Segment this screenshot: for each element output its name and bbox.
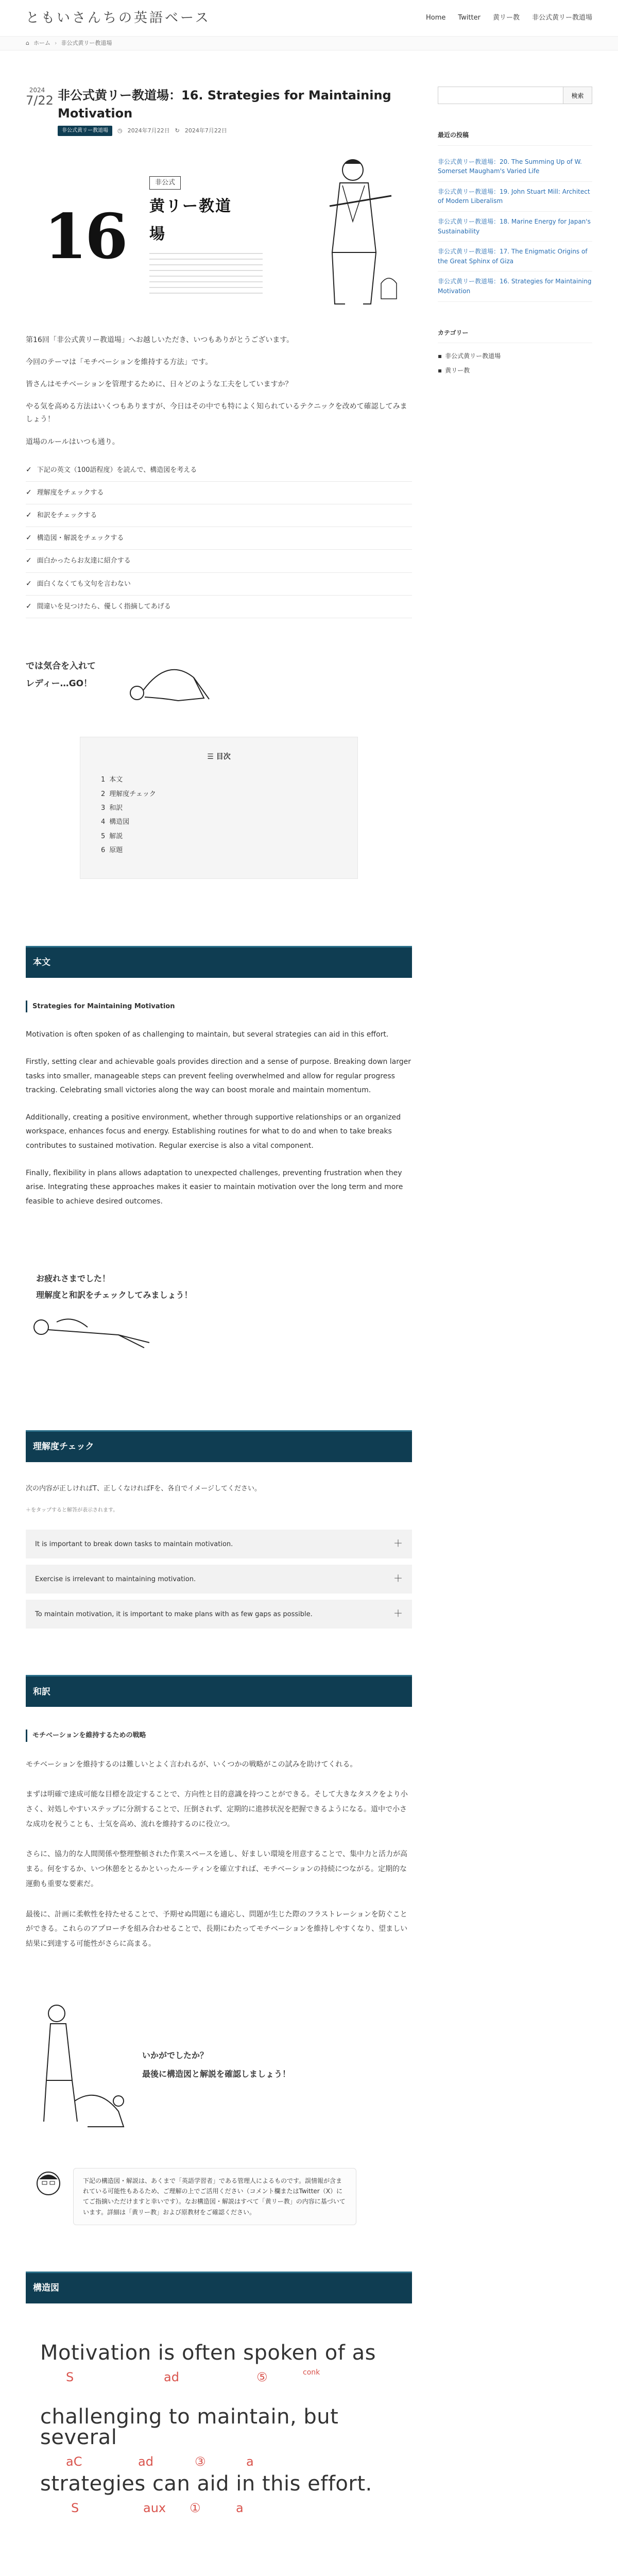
- japanese-text: [26, 1757, 412, 1952]
- intro-paragraph: 道場のルールはいつも通り。: [26, 437, 119, 446]
- post-date: [26, 87, 54, 108]
- category-badge[interactable]: 非公式黄リー教道場: [58, 126, 112, 136]
- nav-kiri[interactable]: 黄リー教: [492, 14, 520, 22]
- search-input[interactable]: [438, 87, 563, 104]
- recent-post-link[interactable]: 非公式黄リー教道場：19. John Stuart Mill: Architect of Modern Liberalism: [438, 182, 592, 212]
- breadcrumb: [0, 36, 618, 50]
- folder-icon: ▪: [438, 366, 442, 374]
- section-heading-body: 本文: [26, 946, 412, 978]
- check-icon: ✓: [26, 556, 32, 565]
- thanks-banner: [26, 1270, 412, 1353]
- section-heading-check: 理解度チェック: [26, 1430, 412, 1462]
- english-paragraph: Additionally, creating a positive environment, whether through supportive relationships or an organized workspace, enhances focus and energy. Establishing routines for what to do and when to take breaks contributes to sustained motivation. Regular exercise is also a vital component.: [26, 1113, 401, 1150]
- category-link[interactable]: ▪ 黄リー教: [438, 364, 592, 378]
- nav-home[interactable]: Home: [426, 14, 446, 22]
- japanese-paragraph: モチベーションを維持するのは難しいとよく言われるが、いくつかの戦略がこの試みを助けてくれる。: [26, 1760, 357, 1769]
- updated-date: 2024年7月22日: [184, 127, 227, 134]
- list-item: ✓ 下記の英文（100語程度）を読んで、構造図を考える: [26, 459, 412, 482]
- author-avatar: [33, 2168, 64, 2199]
- intro-paragraph: 第16回「非公式黄リー教道場」へお越しいただき、いつもありがとうございます。: [26, 335, 294, 344]
- refresh-icon: ↻: [175, 127, 180, 134]
- japanese-paragraph: さらに、協力的な人間関係や整理整頓された作業スペースを通し、好ましい環境を用意することで、集中力と活力が高まる。何をするか、いつ休憩をとるかといったルーティンを確立すれば、モチベーションの持続につながる。定期的な運動も重要な要素だ。: [26, 1850, 408, 1888]
- english-text: [26, 1028, 412, 1209]
- english-paragraph: Firstly, setting clear and achievable goals provides direction and a sense of purpose. Breaking down larger tasks into smaller, manageable steps can prevent feeling overwhelmed and allow for regular progress tracking. Celebrating small victories along the way can boost morale and maintain momentum.: [26, 1058, 411, 1094]
- english-paragraph: Finally, flexibility in plans allows adaptation to unexpected challenges, preventing frustration when they arise. Integrating these approaches makes it easier to maintain motivation over the long term and more feasible to achieve desired outcomes.: [26, 1169, 403, 1206]
- ready-banner: [26, 639, 412, 711]
- japanese-paragraph: 最後に、計画に柔軟性を持たせることで、予期せぬ問題にも適応し、問題が生じた際のフラストレーションを防ぐことができる。これらのアプローチを組み合わせることで、長期にわたってモチベーションを維持しやすくなり、望ましい結果に到達する可能性がさらに高まる。: [26, 1910, 408, 1948]
- quiz-hint: ＋をタップすると解答が表示されます。: [26, 1507, 118, 1514]
- intro-paragraph: 皆さんはモチベーションを管理するために、日々どのような工夫をしていますか？: [26, 380, 293, 388]
- speech-note: [33, 2168, 412, 2226]
- check-again-line: 最後に構造図と解説を確認しましょう！: [142, 2069, 291, 2079]
- check-again-banner: [26, 1998, 412, 2132]
- japanese-heading: モチベーションを維持するための戦略: [26, 1730, 412, 1741]
- site-header: [0, 0, 618, 36]
- main-content: [26, 87, 412, 2576]
- eyecatch-lines: [149, 253, 247, 294]
- check-icon: ✓: [26, 511, 32, 520]
- diagram-annotation: S aux ① a: [71, 2501, 244, 2516]
- recent-post-link[interactable]: 非公式黄リー教道場：18. Marine Energy for Japan's Sustainability: [438, 212, 592, 242]
- page-title: 非公式黄リー教道場：16. Strategies for Maintaining Motivation: [58, 88, 391, 121]
- toc-item[interactable]: 2 理解度チェック: [101, 790, 156, 798]
- diagram-annotation: aC ad ③ a: [66, 2454, 254, 2469]
- section-heading-structure: 構造図: [26, 2272, 412, 2303]
- nav-twitter[interactable]: Twitter: [458, 14, 480, 22]
- breadcrumb-category[interactable]: 非公式黄リー教道場: [61, 40, 112, 47]
- clock-icon: ◷: [117, 127, 123, 134]
- eyecatch-image: [26, 149, 412, 325]
- category-link[interactable]: ▪ 非公式黄リー教道場: [438, 349, 592, 364]
- sidebar: [438, 87, 592, 2576]
- search-form: [438, 87, 592, 104]
- published-date: 2024年7月22日: [127, 127, 170, 134]
- list-icon: ☰: [207, 753, 214, 761]
- post-meta: [58, 126, 412, 136]
- category-title: カテゴリー: [438, 328, 592, 344]
- breadcrumb-home[interactable]: ホーム: [33, 40, 50, 47]
- plus-icon[interactable]: ＋: [393, 1573, 403, 1585]
- plus-icon[interactable]: ＋: [393, 1608, 403, 1620]
- samurai-walking-illustration: [26, 1998, 129, 2132]
- thanks-line: お疲れさまでした！: [36, 1273, 111, 1283]
- lying-figure-illustration: [26, 1307, 160, 1353]
- home-icon: ⌂: [26, 40, 29, 47]
- quiz-item[interactable]: Exercise is irrelevant to maintaining motivation. ＋: [26, 1565, 412, 1594]
- list-item: ✓ 理解度をチェックする: [26, 482, 412, 504]
- post-monthday: 7/22: [26, 93, 54, 108]
- global-nav: [426, 12, 592, 24]
- eyecatch-subtitle: 非公式: [149, 176, 181, 189]
- post-year: 2024: [29, 87, 45, 94]
- table-of-contents: [80, 737, 358, 879]
- episode-number: 16: [44, 200, 126, 273]
- check-icon: ✓: [26, 534, 32, 543]
- nav-dojo[interactable]: 非公式黄リー教道場: [531, 14, 592, 22]
- toc-title: 目次: [216, 753, 231, 761]
- recent-post-link[interactable]: 非公式黄リー教道場：16. Strategies for Maintaining Motivation: [438, 272, 592, 301]
- list-item: ✓ 和訳をチェックする: [26, 504, 412, 527]
- quiz-item[interactable]: To maintain motivation, it is important to make plans with as few gaps as possible. ＋: [26, 1600, 412, 1629]
- ready-line: レディー…GO！: [26, 679, 93, 689]
- rules-list: [26, 459, 412, 618]
- english-heading: Strategies for Maintaining Motivation: [26, 1001, 412, 1012]
- recent-post-link[interactable]: 非公式黄リー教道場：17. The Enigmatic Origins of the Great Sphinx of Giza: [438, 242, 592, 272]
- section-heading-translation: 和訳: [26, 1675, 412, 1707]
- eyecatch-title: 黄リー教道場: [149, 197, 232, 243]
- diagram-line: Motivation is often spoken of as: [40, 2341, 376, 2365]
- check-icon: ✓: [26, 579, 32, 588]
- intro-paragraph: 今回のテーマは「モチベーションを維持する方法」です。: [26, 358, 213, 366]
- check-icon: ✓: [26, 465, 32, 474]
- toc-item[interactable]: 5 解説: [101, 832, 123, 840]
- quiz-note: 次の内容が正しければT、正しくなければFを、各自でイメージしてください。: [26, 1484, 262, 1493]
- list-item: ✓ 面白くなくても文句を言わない: [26, 573, 412, 596]
- check-again-line: いかがでしたか？: [142, 2050, 209, 2061]
- structure-diagram: [26, 2322, 412, 2576]
- toc-item[interactable]: 6 原題: [101, 846, 123, 855]
- diagram-annotation: S ad ⑤ conk: [66, 2368, 320, 2385]
- check-icon: ✓: [26, 602, 32, 611]
- list-item: ✓ 構造図・解説をチェックする: [26, 527, 412, 550]
- diagram-line: challenging to maintain, but several: [40, 2405, 339, 2450]
- post-header: [26, 87, 412, 136]
- plus-icon[interactable]: ＋: [393, 1538, 403, 1550]
- recent-post-link[interactable]: 非公式黄リー教道場：20. The Summing Up of W. Somerset Maugham's Varied Life: [438, 152, 592, 182]
- toc-item[interactable]: 4 構造図: [101, 818, 130, 826]
- list-item: ✓ 間違いを見つけたら、優しく指摘してあげる: [26, 596, 412, 618]
- ready-line: では気合を入れて: [26, 661, 96, 672]
- search-button[interactable]: 検索: [563, 87, 592, 104]
- bowing-figure-illustration: [116, 641, 219, 708]
- folder-icon: ▪: [438, 352, 442, 360]
- breadcrumb-separator: ›: [54, 40, 57, 47]
- thanks-line: 理解度と和訳をチェックしてみましょう！: [36, 1290, 193, 1300]
- toc-item[interactable]: 1 本文: [101, 776, 123, 784]
- english-paragraph: Motivation is often spoken of as challenging to maintain, but several strategies can aid in this effort.: [26, 1030, 389, 1039]
- recent-posts-title: 最近の投稿: [438, 130, 592, 146]
- quiz-item[interactable]: It is important to break down tasks to maintain motivation. ＋: [26, 1530, 412, 1558]
- site-logo[interactable]: ともいさんちの英語ベース: [26, 10, 211, 26]
- list-item: ✓ 面白かったらお友達に紹介する: [26, 550, 412, 572]
- toc-item[interactable]: 3 和訳: [101, 804, 123, 812]
- check-icon: ✓: [26, 488, 32, 497]
- note-card: 下記の構造図・解説は、あくまで「英語学習者」である管理人によるものです。誤情報が含まれている可能性もあるため、ご理解の上でご活用ください（コメント欄またはTwitter（X）にてご指摘いただけますと幸いです）。なお構造図・解説はすべて「黄リー教」の内容に基づいています。詳細は「黄リー教」および原教材をご確認ください。: [73, 2168, 356, 2226]
- diagram-line: strategies can aid in this effort.: [40, 2472, 372, 2496]
- samurai-illustration: [304, 149, 407, 319]
- japanese-paragraph: まずは明確で達成可能な目標を設定することで、方向性と目的意識を持つことができる。そして大きなタスクをより小さく、対処しやすいステップに分割することで、圧倒されず、定期的に進捗状況を把握できるようになる。道中で小さな成功を祝うことも、士気を高め、流れを維持するのに役立つ。: [26, 1790, 408, 1828]
- intro-paragraph: やる気を高める方法はいくつもありますが、今日はその中でも特によく知られているテクニックを改めて確認してみましょう！: [26, 402, 407, 424]
